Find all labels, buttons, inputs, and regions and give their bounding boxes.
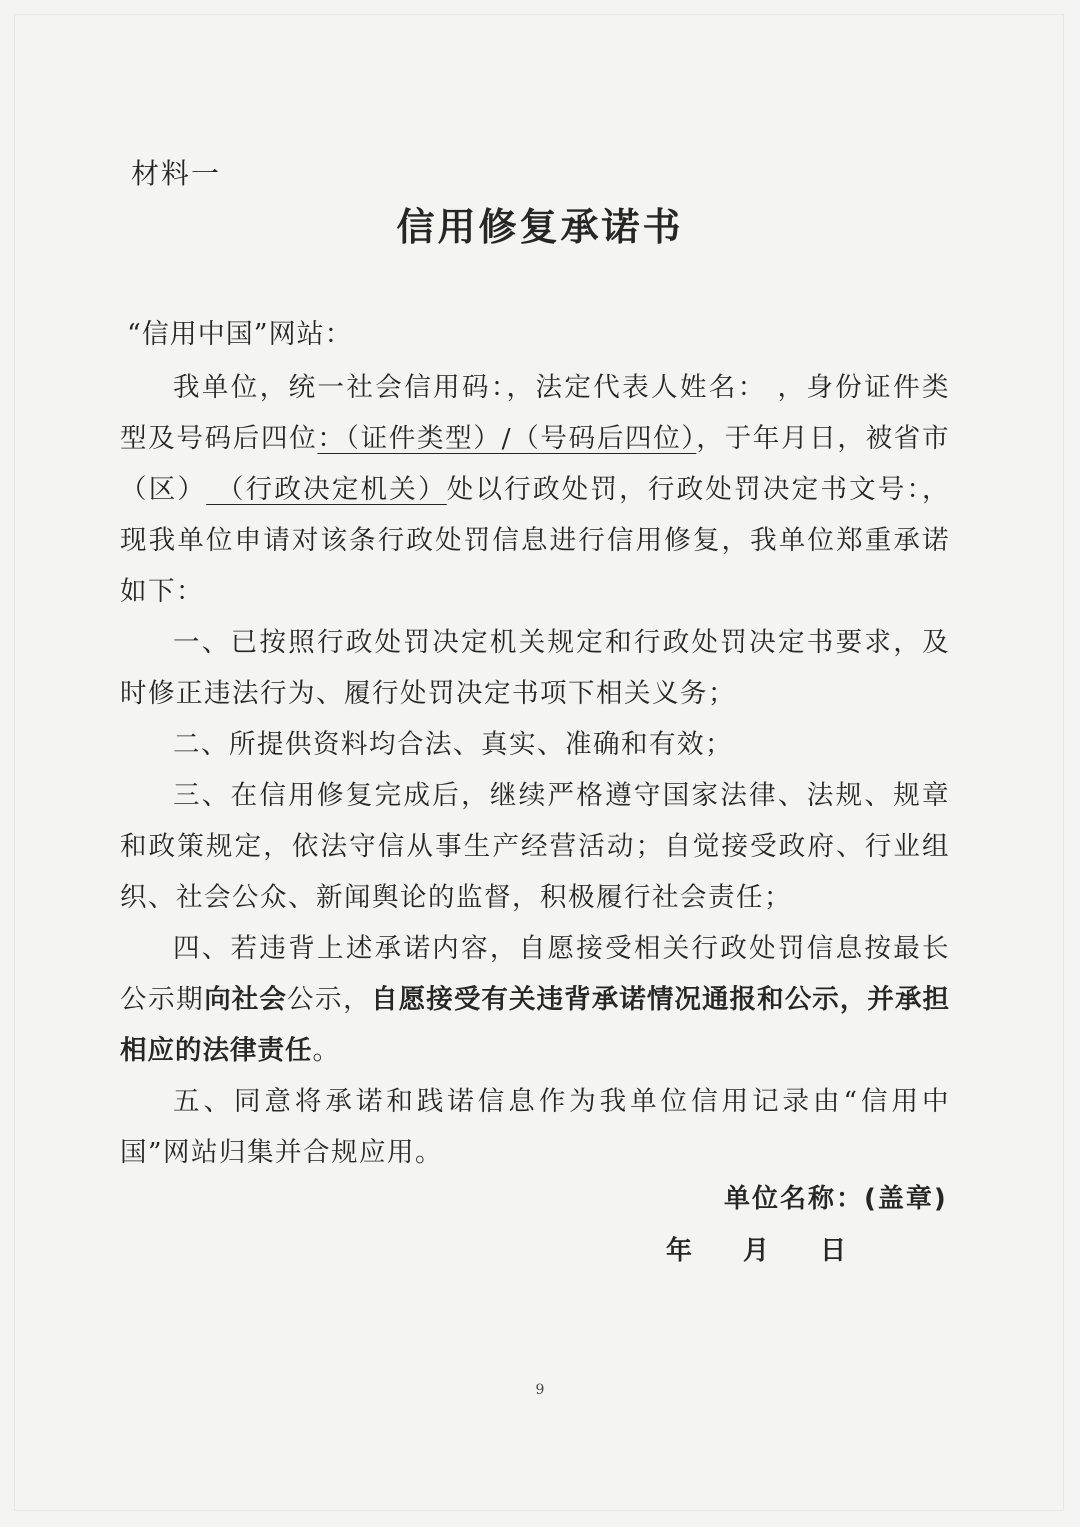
id-type-field: ：（证件类型）/（号码后四位）: [317, 423, 697, 454]
intro-text-2: ，于年月日，被省市（区）: [120, 423, 951, 505]
document-title: 信用修复承诺书: [396, 204, 684, 249]
commitment-item-1: 一、已按照行政处罚决定机关规定和行政处罚决定书要求，及时修正违法行为、履行处罚决定书项下相关义务；: [120, 627, 950, 709]
item4-bold-1: 向社会: [204, 984, 287, 1015]
commitment-item-3: 三、在信用修复完成后，继续严格遵守国家法律、法规、规章和政策规定，依法守信从事生产经营活动；自觉接受政府、行业组织、社会公众、新闻舆论的监督，积极履行社会责任；: [120, 780, 950, 913]
material-label: 材料一: [131, 157, 222, 190]
item4-text-2: 公示，: [286, 984, 372, 1015]
document-body: [120, 362, 950, 1178]
authority-field: （行政决定机关）: [206, 474, 447, 505]
intro-text-3: 处以行政处罚，行政处罚决定书文号：，现我单位申请对该条行政处罚信息进行信用修复，我单位郑重承诺如下：: [120, 474, 951, 607]
item4-text-3: 。: [312, 1035, 341, 1066]
unit-name-seal: 单位名称：(盖章): [724, 1184, 948, 1214]
addressee: “信用中国”网站：: [127, 319, 353, 350]
commitment-item-4: [120, 923, 950, 1076]
page-number: 9: [535, 1382, 545, 1398]
sign-date: 年 月 日: [666, 1236, 849, 1266]
item4-text-1: 四、若违背上述承诺内容，自愿接受相关行政处罚信息按最长公示期: [120, 933, 950, 1015]
item4-bold-2: 自愿接受有关违背承诺情况通报和公示，并承担相应的法律责任: [120, 984, 951, 1066]
commitment-item-5: 五、同意将承诺和践诺信息作为我单位信用记录由“信用中国”网站归集并合规应用。: [120, 1086, 950, 1168]
commitment-item-2: 二、所提供资料均合法、真实、准确和有效；: [173, 729, 733, 760]
intro-paragraph: [120, 362, 950, 617]
intro-text-1: 我单位，统一社会信用码：，法定代表人姓名： ，身份证件类型及号码后四位: [120, 372, 950, 454]
